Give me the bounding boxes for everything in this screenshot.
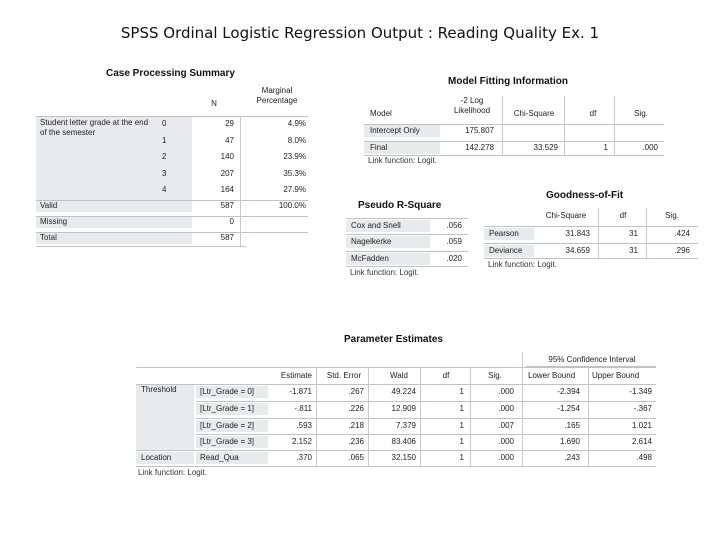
mf-ll: 175.807: [465, 126, 494, 135]
code-1: 1: [162, 136, 167, 145]
pe-se: .236: [348, 437, 364, 446]
pr2-value: .059: [446, 237, 462, 246]
case-processing-table: [36, 66, 306, 251]
goodness-title: Goodness-of-Fit: [546, 190, 624, 201]
mf-rule: [364, 141, 664, 142]
gof-sig-header: Sig.: [665, 211, 679, 220]
pe-wald: 83.406: [391, 437, 416, 446]
cps-rule: [36, 216, 308, 217]
gof-label: Pearson: [484, 228, 534, 240]
pe-col-sep: [420, 368, 421, 466]
mf-rule: [364, 124, 664, 125]
pe-ub: 1.021: [631, 421, 652, 430]
mf-footnote: Link function: Logit.: [368, 156, 437, 165]
gof-sig: .296: [674, 246, 690, 255]
mf-df: 1: [603, 143, 608, 152]
mf-sig-header: Sig.: [634, 109, 648, 118]
pe-rule: [196, 418, 656, 419]
ci-header: 95% Confidence Interval: [548, 355, 636, 364]
pe-est-header: Estimate: [280, 371, 312, 380]
pe-se: .267: [348, 387, 364, 396]
slide-title: SPSS Ordinal Logistic Regression Output : Reading Quality Ex. 1: [120, 24, 600, 42]
pe-se-header: Std. Error: [326, 371, 362, 380]
pct-2: 23.9%: [283, 152, 306, 161]
gof-col-sep: [598, 208, 599, 259]
pe-footnote: Link function: Logit.: [138, 468, 207, 477]
group-label: [36, 116, 158, 200]
pe-est: .370: [296, 453, 312, 462]
n-0: 29: [225, 119, 234, 128]
pct-3: 35.3%: [283, 169, 306, 178]
mf-df-header: df: [589, 109, 597, 118]
gof-sig: .424: [674, 229, 690, 238]
pe-df: 1: [459, 453, 464, 462]
pr2-rule: [346, 218, 468, 219]
pe-wald: 32.150: [391, 453, 416, 462]
gof-rule: [484, 226, 698, 227]
pe-ub: -.367: [633, 404, 652, 413]
mf-ll-header: [444, 96, 500, 116]
pr2-label: McFadden: [346, 253, 430, 265]
pe-wald-header: Wald: [390, 371, 408, 380]
mf-row-label: Intercept Only: [364, 125, 440, 137]
pr2-rule: [346, 251, 468, 252]
col-pct-header: [248, 86, 306, 106]
mf-ll-header-text: -2 Log Likelihood: [453, 96, 491, 115]
pe-wald: 12.909: [391, 404, 416, 413]
col-pct-text: Marginal Percentage: [256, 86, 298, 105]
pr2-value: .020: [446, 254, 462, 263]
valid-label: Valid: [36, 200, 192, 212]
pe-lb: .243: [564, 453, 580, 462]
pe-rule: [526, 366, 656, 367]
gof-df: 31: [629, 229, 638, 238]
total-n: 587: [220, 233, 234, 242]
cps-rule: [36, 246, 246, 247]
pe-col-sep: [316, 368, 317, 466]
pe-est: .593: [296, 421, 312, 430]
missing-label: Missing: [36, 216, 192, 228]
pe-ub: 2.614: [631, 437, 652, 446]
pe-est: -.811: [294, 404, 312, 413]
pe-lb-header: Lower Bound: [528, 371, 576, 380]
model-fitting-title: Model Fitting Information: [448, 76, 568, 87]
pe-param-name: Read_Qua: [196, 452, 268, 464]
pe-col-sep: [470, 368, 471, 466]
pe-param-name: [Ltr_Grade = 2]: [196, 420, 268, 432]
code-4: 4: [162, 185, 167, 194]
cps-rule: [36, 232, 308, 233]
code-2: 2: [162, 152, 167, 161]
mf-chi-header: Chi-Square: [513, 109, 555, 118]
pe-rule: [196, 401, 656, 402]
n-2: 140: [220, 152, 234, 161]
pe-lb: .165: [564, 421, 580, 430]
gof-rule: [484, 258, 698, 259]
pe-lb: 1.690: [559, 437, 580, 446]
col-n-header: N: [211, 99, 217, 108]
pe-wald: 49.224: [391, 387, 416, 396]
pe-rule: [136, 367, 656, 368]
pe-df: 1: [459, 387, 464, 396]
pe-est: -1.871: [289, 387, 312, 396]
pe-param-name: [Ltr_Grade = 0]: [196, 386, 268, 398]
pe-wald: 7.379: [395, 421, 416, 430]
pe-ub: .498: [636, 453, 652, 462]
pe-se: .226: [348, 404, 364, 413]
gof-chi: 31.843: [565, 229, 590, 238]
pe-se: .218: [348, 421, 364, 430]
model-fitting-table: [364, 72, 676, 172]
case-processing-title: Case Processing Summary: [106, 68, 235, 79]
pe-lb: -2.394: [557, 387, 580, 396]
code-0: 0: [162, 119, 167, 128]
mf-ll: 142.278: [465, 143, 494, 152]
valid-pct: 100.0%: [278, 201, 306, 210]
threshold-label-text: Threshold: [141, 385, 177, 394]
gof-chi-header: Chi-Square: [545, 211, 587, 220]
pe-col-sep: [588, 368, 589, 466]
pseudo-r2-table: [346, 196, 470, 282]
mf-col-sep: [564, 96, 565, 156]
total-label: Total: [36, 232, 192, 244]
pe-rule: [196, 434, 656, 435]
mf-col-sep: [502, 96, 503, 156]
pseudo-r2-title: Pseudo R-Square: [358, 200, 442, 211]
pe-rule: [136, 384, 656, 385]
mf-row-label: Final: [364, 142, 440, 154]
gof-chi: 34.659: [565, 246, 590, 255]
pe-se: .065: [348, 453, 364, 462]
gof-rule: [484, 243, 698, 244]
cps-rule: [36, 116, 308, 117]
n-3: 207: [220, 169, 234, 178]
pe-rule: [136, 450, 656, 451]
valid-n: 587: [220, 201, 234, 210]
mf-sig: .000: [642, 143, 658, 152]
pr2-label: Cox and Snell: [346, 220, 430, 232]
pr2-value: .056: [446, 221, 462, 230]
location-label: Location: [136, 452, 194, 464]
pe-rule: [136, 466, 656, 467]
n-1: 47: [225, 136, 234, 145]
threshold-label: [136, 384, 194, 450]
pct-4: 27.9%: [283, 185, 306, 194]
gof-df: 31: [629, 246, 638, 255]
pe-sig: .000: [498, 453, 514, 462]
pe-sig: .000: [498, 437, 514, 446]
pe-col-sep: [522, 352, 523, 466]
pe-df: 1: [459, 421, 464, 430]
mf-col-sep: [614, 96, 615, 156]
mf-chi: 33.529: [533, 143, 558, 152]
pct-1: 8.0%: [287, 136, 306, 145]
mf-model-header: Model: [370, 109, 392, 118]
code-3: 3: [162, 169, 167, 178]
pe-sig-header: Sig.: [488, 371, 502, 380]
parameter-estimates-table: [136, 330, 664, 482]
gof-label: Deviance: [484, 245, 534, 257]
gof-df-header: df: [619, 211, 627, 220]
n-4: 164: [220, 185, 234, 194]
pe-df-header: df: [442, 371, 450, 380]
pe-df: 1: [459, 437, 464, 446]
pe-est: 2.152: [291, 437, 312, 446]
cps-col-sep: [240, 116, 241, 246]
params-title: Parameter Estimates: [344, 334, 443, 345]
cps-rule: [36, 200, 308, 201]
pe-ub-header: Upper Bound: [592, 371, 640, 380]
pe-ub: -1.349: [629, 387, 652, 396]
pr2-footnote: Link function: Logit.: [350, 268, 419, 277]
missing-n: 0: [229, 217, 234, 226]
group-label-text: Student letter grade at the end of the semester: [40, 118, 149, 137]
pe-lb: -1.254: [557, 404, 580, 413]
pe-df: 1: [459, 404, 464, 413]
gof-footnote: Link function: Logit.: [488, 260, 557, 269]
gof-col-sep: [646, 208, 647, 259]
pe-sig: .000: [498, 387, 514, 396]
pe-col-sep: [368, 368, 369, 466]
pe-sig: .007: [498, 421, 514, 430]
pe-param-name: [Ltr_Grade = 1]: [196, 403, 268, 415]
pe-param-name: [Ltr_Grade = 3]: [196, 436, 268, 448]
pe-sig: .000: [498, 404, 514, 413]
pct-0: 4.9%: [287, 119, 306, 128]
pr2-rule: [346, 234, 468, 235]
goodness-of-fit-table: [482, 188, 704, 274]
pr2-rule: [346, 266, 468, 267]
pr2-label: Nagelkerke: [346, 236, 430, 248]
